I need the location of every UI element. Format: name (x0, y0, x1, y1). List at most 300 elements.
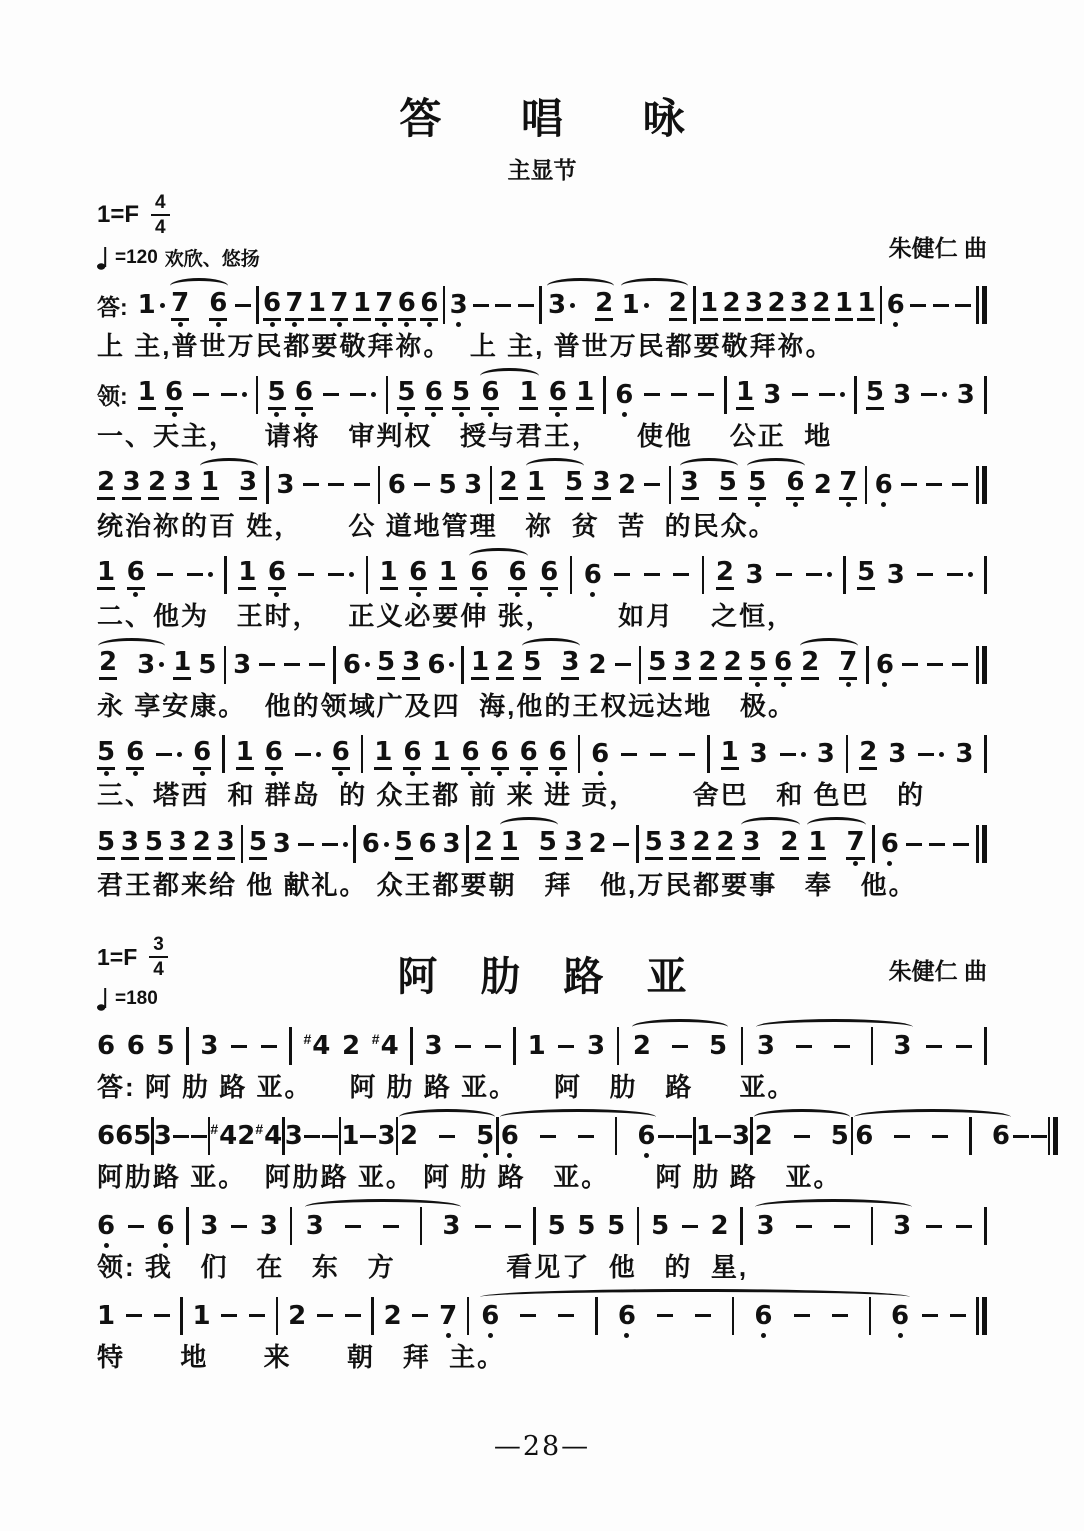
dash-token (302, 461, 320, 509)
duration-dash (495, 304, 511, 307)
barline (880, 286, 883, 324)
barline (224, 556, 227, 594)
note-token: 3 (816, 739, 835, 770)
sharp-icon: # (303, 1031, 312, 1048)
duration-dash (792, 393, 808, 396)
note-token: 6 (584, 551, 602, 599)
duration-dash (902, 663, 918, 666)
duration-dash (317, 1314, 333, 1317)
quarter-note-icon (97, 986, 108, 1012)
note-token: 6 (420, 281, 438, 329)
duration-dash (259, 663, 275, 666)
note-token: 1 (501, 820, 519, 868)
dash-token (620, 730, 638, 778)
song2-composer: 朱健仁 曲 (888, 958, 987, 985)
song1-tempo (97, 244, 889, 271)
barline (241, 825, 244, 863)
note-token: 6 (754, 1292, 772, 1340)
barline (361, 735, 364, 773)
lyric-line: 永 享安康。 他的领域广及四 海,他的王权远达地 极。 (97, 690, 797, 721)
dash-token (675, 1112, 693, 1160)
note-token: 1 (138, 371, 156, 419)
octave-dot (853, 861, 858, 866)
barline (741, 1027, 744, 1065)
dash-token (258, 641, 276, 689)
note-token: 6 (618, 1292, 636, 1340)
augmentation-dot (827, 572, 832, 577)
note-token: 5 (577, 1211, 596, 1242)
note-sequence (97, 1112, 1058, 1160)
augmentation-dot (343, 842, 348, 847)
duration-dash (455, 1045, 471, 1048)
note-token: 1 (192, 1300, 211, 1331)
note-token: 6 (97, 1202, 115, 1250)
note-token: 2 (813, 469, 832, 500)
dash-token (833, 1202, 851, 1250)
dash-token (931, 1112, 949, 1160)
dash-token (917, 730, 944, 778)
augmentation-dot (644, 303, 649, 308)
duration-dash (929, 843, 945, 846)
music-system (97, 1202, 987, 1283)
note-token: 5 (397, 371, 415, 419)
note-token: 6 (209, 281, 227, 329)
octave-dot (416, 592, 421, 597)
octave-dot (172, 412, 177, 417)
note-token: 6 (774, 641, 792, 689)
duration-dash (235, 304, 251, 307)
octave-dot (133, 771, 138, 776)
augmentation-dot (371, 392, 376, 397)
music-system (97, 1292, 987, 1373)
duration-dash (157, 573, 173, 576)
octave-dot (178, 322, 183, 327)
octave-dot (644, 1153, 649, 1158)
note-token: 5 (133, 1121, 152, 1152)
barline (865, 466, 868, 504)
slur-group (499, 820, 559, 868)
music-system (97, 730, 987, 811)
note-token: 5 (866, 371, 884, 419)
dash-token (186, 551, 213, 599)
note-token: 1 (238, 551, 256, 599)
note-token: 6 (115, 1121, 134, 1152)
note-row (97, 1022, 987, 1070)
barline (615, 1117, 618, 1155)
dash-token (775, 551, 793, 599)
duration-dash (126, 1314, 142, 1317)
note-token: 2 (97, 461, 115, 509)
barline (639, 646, 642, 684)
duration-dash (505, 1225, 521, 1228)
note-token: 3 (305, 1211, 324, 1242)
note-token: 3 (756, 1211, 775, 1242)
quarter-note-icon (97, 245, 108, 271)
barline (732, 1297, 735, 1335)
duration-dash (794, 1314, 810, 1317)
dash-token (321, 1112, 339, 1160)
dash-token (454, 1022, 472, 1070)
note-sequence (97, 1022, 987, 1070)
slur-group (755, 1022, 914, 1070)
octave-dot (507, 1153, 512, 1158)
song2-title: 阿 肋 路 亚 (397, 955, 703, 1000)
duration-dash (191, 1135, 207, 1138)
note-sequence (97, 1202, 987, 1250)
dash-token (382, 1202, 400, 1250)
music-system (97, 641, 987, 722)
slur-group (525, 461, 585, 509)
duration-dash (658, 1135, 674, 1138)
dash-token (900, 461, 918, 509)
duration-dash (558, 1045, 574, 1048)
note-token: 2 (588, 649, 607, 680)
augmentation-dot (449, 662, 454, 667)
note-token: 6 (549, 730, 567, 778)
duration-dash (322, 843, 338, 846)
octave-dot (755, 682, 760, 687)
note-token: 3 (173, 461, 191, 509)
dash-token (779, 730, 806, 778)
duration-dash (354, 483, 370, 486)
barline (290, 1207, 293, 1245)
dash-token (657, 1112, 675, 1160)
final-barline (976, 286, 987, 324)
music-system (97, 551, 987, 632)
note-token: 3 (450, 281, 468, 329)
octave-dot (887, 861, 892, 866)
note-token: 5 (830, 1121, 849, 1152)
dash-token (517, 281, 535, 329)
note-token: 1 (622, 281, 649, 329)
slur-group (740, 820, 800, 868)
lyric-line: 统治祢的百 姓， 公 道地管理 祢 贫 苦 的民众。 (97, 510, 777, 541)
slur-group (499, 1112, 658, 1160)
note-token: 3 (442, 1211, 461, 1242)
dash-token (155, 730, 182, 778)
note-token: 6 (126, 1031, 145, 1062)
note-token: 2 (699, 641, 717, 689)
augmentation-dot (160, 303, 165, 308)
duration-dash (933, 304, 949, 307)
octave-dot (427, 322, 432, 327)
barline (871, 1207, 874, 1245)
note-token: 1 (700, 281, 718, 329)
dash-token (413, 461, 431, 509)
dash-token (818, 371, 845, 419)
note-token: 1 (721, 730, 739, 778)
note-sequence (97, 641, 987, 689)
song2-key-signature (97, 935, 381, 979)
time-signature: $\frac{3}{4}$ (149, 935, 168, 979)
dash-token (925, 1022, 943, 1070)
slur-group (398, 1112, 496, 1160)
note-token: # 4 (210, 1121, 238, 1152)
music-system (97, 461, 987, 542)
note-token: 2 (692, 820, 710, 868)
barline (539, 286, 542, 324)
duration-dash (231, 1225, 247, 1228)
duration-dash (284, 663, 300, 666)
dash-token (411, 1292, 429, 1340)
dash-token (951, 461, 969, 509)
note-token: 6 (165, 371, 183, 419)
note-token: 5 (377, 641, 395, 689)
octave-dot (200, 771, 205, 776)
note-token: 6 (876, 641, 894, 689)
dash-token (557, 1022, 575, 1070)
duration-dash (187, 573, 203, 576)
key-label: 1=F (97, 201, 140, 228)
note-token: 3 (200, 1031, 219, 1062)
duration-dash (676, 1135, 692, 1138)
note-sequence (97, 551, 987, 599)
note-row (97, 461, 987, 509)
note-token: 6 (126, 730, 144, 778)
sharp-icon: # (255, 1121, 264, 1138)
duration-dash (518, 304, 534, 307)
augmentation-dot (942, 392, 947, 397)
dash-token (344, 1292, 362, 1340)
octave-dot (104, 1243, 109, 1248)
duration-dash (832, 1314, 848, 1317)
duration-dash (345, 1314, 361, 1317)
barline (222, 735, 225, 773)
octave-dot (898, 1333, 903, 1338)
duration-dash (956, 1045, 972, 1048)
octave-dot (755, 502, 760, 507)
duration-dash (295, 753, 311, 756)
note-token: 6 (491, 730, 509, 778)
barline (180, 1297, 183, 1335)
note-token: 3 (233, 649, 252, 680)
duration-dash (473, 304, 489, 307)
note-token: 6 (481, 1292, 499, 1340)
note-token: 1 (519, 371, 537, 419)
note-token: 3 (561, 641, 579, 689)
note-token: 5 (156, 1031, 175, 1062)
duration-dash (679, 753, 695, 756)
lyric-line: 上 主,普世万民都要敬拜祢。 上 主, 普世万民都要敬拜祢。 (97, 331, 834, 361)
octave-dot (133, 592, 138, 597)
duration-dash (644, 573, 660, 576)
note-token: 6 (520, 730, 538, 778)
slur-group (169, 281, 229, 329)
barline (266, 466, 269, 504)
note-token: 7 (839, 461, 857, 509)
note-token: # 4 (255, 1121, 283, 1152)
note-token: 3 (893, 1211, 912, 1242)
note-token: 7 (439, 1292, 457, 1340)
music-system (97, 1112, 1010, 1193)
note-token: 7 (375, 281, 393, 329)
dash-token (577, 1112, 595, 1160)
note-token: 5 (198, 649, 217, 680)
note-token: 2 (801, 641, 819, 689)
note-token: 5 (648, 641, 666, 689)
note-token: 5 (565, 461, 583, 509)
octave-dot (274, 592, 279, 597)
dash-token (955, 1202, 973, 1250)
dash-token (672, 551, 690, 599)
octave-dot (622, 412, 627, 417)
augmentation-dot (208, 572, 213, 577)
dash-token (539, 1112, 557, 1160)
dash-token (359, 1112, 377, 1160)
octave-dot (497, 771, 502, 776)
note-token: 6 (332, 730, 350, 778)
note-token: 6 (387, 469, 406, 500)
duration-dash (796, 1045, 812, 1048)
note-token: 6 (786, 461, 804, 509)
dash-token (172, 1112, 190, 1160)
octave-dot (301, 412, 306, 417)
octave-dot (459, 412, 464, 417)
octave-dot (590, 592, 595, 597)
duration-dash (298, 843, 314, 846)
song1-systems (97, 281, 987, 901)
tempo-value: =180 (115, 988, 158, 1010)
dash-token (954, 281, 972, 329)
note-token: 3 (886, 559, 905, 590)
dash-token (614, 641, 632, 689)
barline (707, 735, 710, 773)
note-token: 2 (496, 641, 514, 689)
note-token: 6 (461, 730, 479, 778)
duration-dash (1013, 1135, 1029, 1138)
note-token: 3 (239, 461, 257, 509)
note-token: 3 (749, 739, 768, 770)
dash-token (952, 820, 970, 868)
barline (578, 735, 581, 773)
slur-group (746, 461, 806, 509)
note-token: 2 (288, 1300, 307, 1331)
barline (256, 286, 259, 324)
final-barline (976, 825, 987, 863)
note-token: 3 (200, 1211, 219, 1242)
barline (378, 466, 381, 504)
dash-token (805, 551, 832, 599)
note-row (97, 730, 987, 778)
barline (366, 556, 369, 594)
barline (224, 646, 227, 684)
duration-dash (806, 573, 822, 576)
note-token: 3 (681, 461, 699, 509)
note-token: 3 (592, 461, 610, 509)
lyric-line: 二、他为 王时， 正义必要伸 张， 如月 之恒， (97, 600, 796, 631)
octave-dot (477, 592, 482, 597)
note-token: 6 (97, 1121, 116, 1152)
dash-token (474, 1202, 492, 1250)
dash-token (327, 551, 354, 599)
duration-dash (910, 304, 926, 307)
duration-dash (173, 1135, 189, 1138)
note-token: 3 (745, 559, 764, 590)
duration-dash (926, 483, 942, 486)
augmentation-dot (177, 752, 182, 757)
dash-token (327, 461, 345, 509)
note-token: 3 (669, 820, 687, 868)
duration-dash (650, 753, 666, 756)
barline (669, 466, 672, 504)
dash-token (127, 1202, 145, 1250)
slur-group (199, 461, 259, 509)
dash-token (125, 1292, 143, 1340)
note-token: 3 (756, 1031, 775, 1062)
dash-token (308, 641, 326, 689)
duration-dash (776, 573, 792, 576)
octave-dot (624, 1333, 629, 1338)
note-token: 5 (97, 820, 115, 868)
song1-title: 答 唱 咏 (399, 95, 719, 142)
note-token: 2 (193, 820, 211, 868)
octave-dot (404, 322, 409, 327)
note-token: 6 (991, 1121, 1010, 1152)
slur-group (304, 1202, 463, 1250)
dash-token (909, 281, 927, 329)
note-token: 2 (723, 281, 741, 329)
lyric-line: 答: 阿 肋 路 亚。 阿 肋 路 亚。 阿 肋 路 亚。 (97, 1072, 796, 1103)
barline (533, 1207, 536, 1245)
note-token: 6 (549, 371, 567, 419)
dash-token (793, 1292, 811, 1340)
note-token: 7 (285, 281, 303, 329)
duration-dash (328, 573, 344, 576)
barline (420, 1207, 423, 1245)
dash-token (303, 1112, 321, 1160)
barline (186, 1027, 189, 1065)
dash-token (283, 641, 301, 689)
duration-dash (485, 1045, 501, 1048)
note-token: 6 (409, 551, 427, 599)
note-token: 3 (763, 379, 782, 410)
note-token: 6 (615, 371, 633, 419)
duration-dash (673, 573, 689, 576)
lyric-line: 君王都来给 他 献礼。 众王都要朝 拜 他,万民都要事 奉 他。 (97, 870, 917, 901)
dash-token (190, 1112, 208, 1160)
dash-token (921, 1292, 939, 1340)
barline (637, 1207, 640, 1245)
note-token: 6 (481, 371, 499, 419)
duration-dash (834, 1045, 850, 1048)
time-signature: $\frac{4}{4}$ (151, 193, 170, 237)
note-token: 3 (169, 820, 187, 868)
duration-dash (917, 573, 933, 576)
note-token: 1 (736, 371, 754, 419)
dash-token (297, 820, 315, 868)
music-system (97, 281, 987, 362)
note-token: 2 (716, 820, 734, 868)
note-token: 5 (97, 730, 115, 778)
dash-token (260, 1022, 278, 1070)
lyric-line: 阿肋路 亚。 阿肋路 亚。 阿 肋 路 亚。 阿 肋 路 亚。 (97, 1162, 842, 1193)
octave-dot (555, 412, 560, 417)
note-row (97, 371, 987, 419)
dash-token (504, 1202, 522, 1250)
slur-group (631, 1022, 729, 1070)
part-label: 领: (97, 383, 128, 410)
note-token: 5 (547, 1211, 566, 1242)
duration-dash (298, 573, 314, 576)
slur-group (546, 281, 615, 329)
barline (846, 735, 849, 773)
octave-dot (468, 771, 473, 776)
note-token: 6 (591, 730, 609, 778)
dash-token (153, 1292, 171, 1340)
augmentation-dot (242, 392, 247, 397)
duration-dash (906, 843, 922, 846)
duration-dash (221, 1314, 237, 1317)
